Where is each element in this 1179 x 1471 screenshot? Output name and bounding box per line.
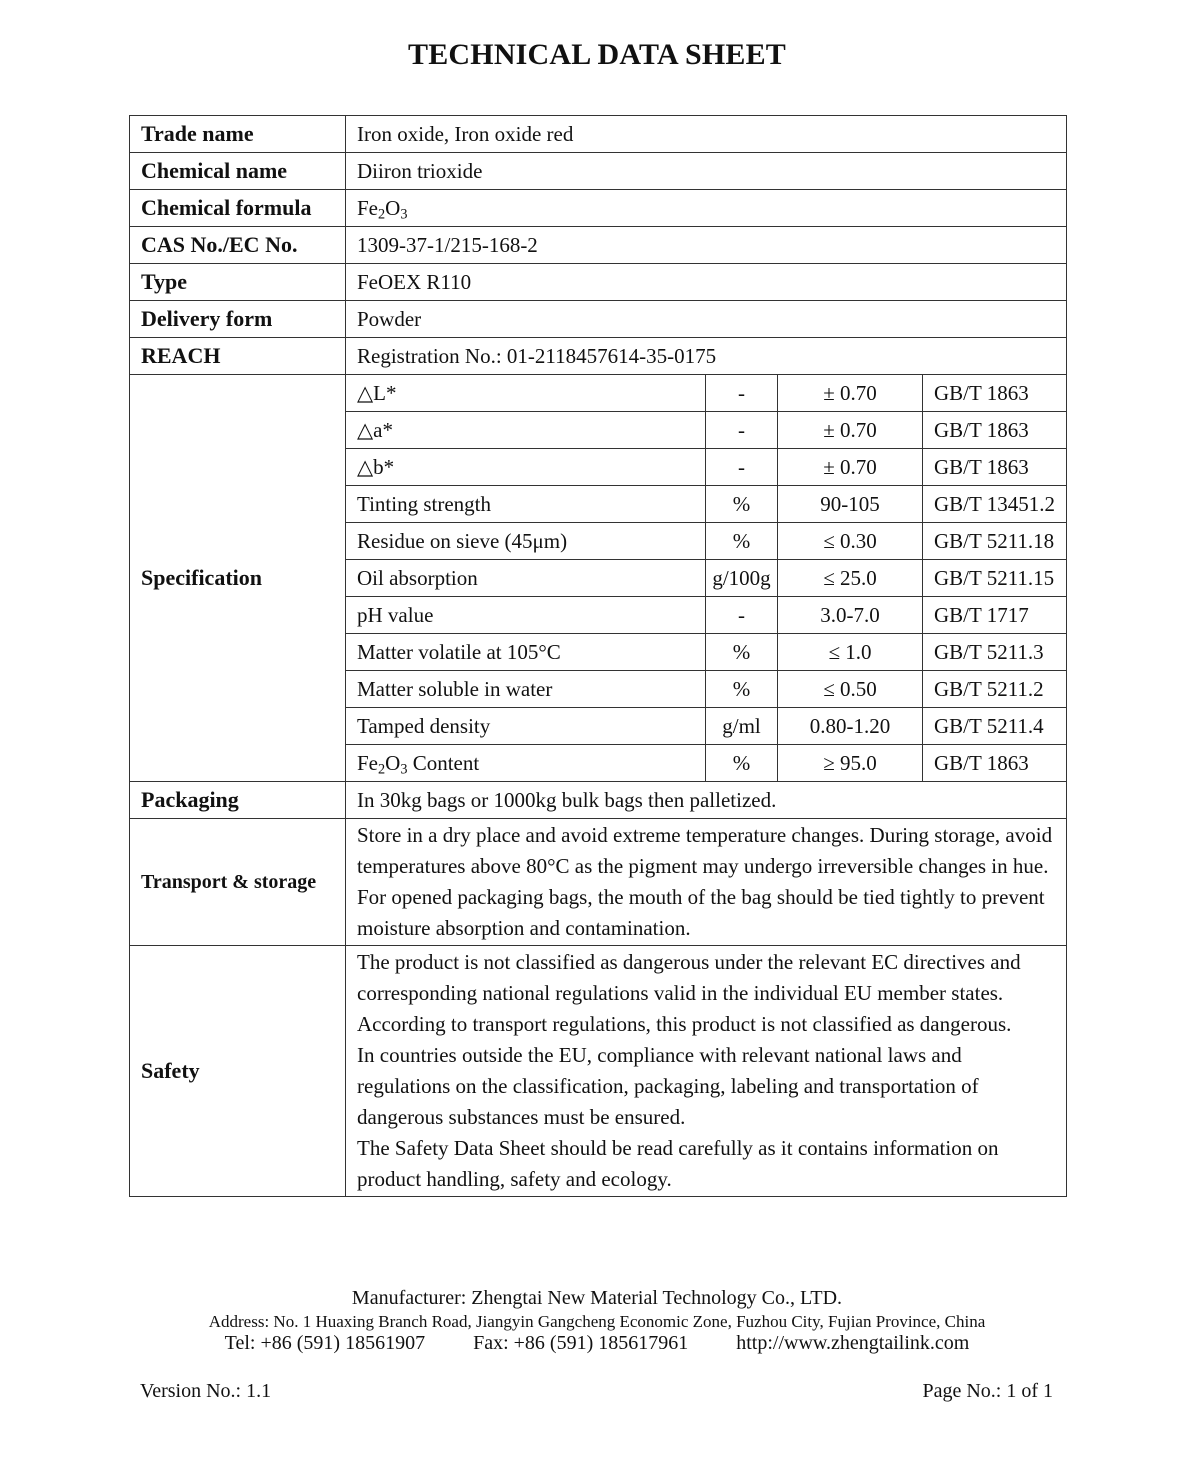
spec-method: GB/T 1717 — [923, 597, 1067, 634]
specification-label: Specification — [130, 375, 346, 782]
row-cas — [130, 227, 1067, 264]
safety-paragraph: The product is not classified as dangerous under the relevant EC directives and corresponding national regulations valid in the individual EU member states. According to transport regulations, this product is not classified as dangerous. — [357, 950, 1021, 1036]
safety-paragraph: The Safety Data Sheet should be read carefully as it contains information on product handling, safety and ecology. — [357, 1136, 999, 1191]
spec-value: 3.0-7.0 — [778, 597, 923, 634]
spec-name: Tinting strength — [346, 486, 706, 523]
spec-name: Matter volatile at 105°C — [346, 634, 706, 671]
spec-value: ≤ 0.50 — [778, 671, 923, 708]
spec-method: GB/T 5211.2 — [923, 671, 1067, 708]
row-chemical-formula — [130, 190, 1067, 227]
row-type — [130, 264, 1067, 301]
spec-value: ≥ 95.0 — [778, 745, 923, 782]
row-packaging — [130, 782, 1067, 819]
spec-method: GB/T 1863 — [923, 412, 1067, 449]
delivery-form-value: Powder — [346, 301, 1067, 338]
data-sheet-table — [129, 115, 1067, 1197]
formula-subscript: 3 — [400, 761, 408, 778]
spec-name: Residue on sieve (45μm) — [346, 523, 706, 560]
spec-name: Tamped density — [346, 708, 706, 745]
spec-unit: - — [706, 597, 778, 634]
contact-line — [0, 1332, 1179, 1355]
document-title: TECHNICAL DATA SHEET — [408, 38, 786, 71]
formula-part: O — [385, 750, 401, 775]
spec-unit: % — [706, 671, 778, 708]
spec-unit: % — [706, 634, 778, 671]
fax-text: Fax: +86 (591) 185617961 — [473, 1332, 689, 1354]
formula-part: Fe — [357, 750, 378, 775]
transport-label: Transport & storage — [130, 819, 346, 946]
row-transport — [130, 819, 1067, 946]
spec-value: ≤ 1.0 — [778, 634, 923, 671]
spec-method: GB/T 5211.4 — [923, 708, 1067, 745]
chemical-formula-label: Chemical formula — [130, 190, 346, 227]
formula-subscript: 3 — [400, 206, 408, 223]
spec-method: GB/T 13451.2 — [923, 486, 1067, 523]
tel-text: Tel: +86 (591) 18561907 — [224, 1332, 426, 1354]
delivery-form-label: Delivery form — [130, 301, 346, 338]
row-chemical-name — [130, 153, 1067, 190]
formula-subscript: 2 — [378, 761, 386, 778]
safety-value — [346, 946, 1067, 1197]
chemical-formula-value — [346, 190, 1067, 227]
reach-value: Registration No.: 01-2118457614-35-0175 — [346, 338, 1067, 375]
spec-method: GB/T 1863 — [923, 745, 1067, 782]
version-number: Version No.: 1.1 — [140, 1380, 272, 1402]
formula-part: Fe — [357, 195, 378, 220]
content-label: Content — [407, 750, 480, 775]
spec-value: ± 0.70 — [778, 449, 923, 486]
spec-name: △a* — [346, 412, 706, 449]
packaging-label: Packaging — [130, 782, 346, 819]
address-line: Address: No. 1 Huaxing Branch Road, Jiangyin Gangcheng Economic Zone, Fuzhou City, Fujian Province, China — [208, 1312, 986, 1331]
trade-name-value: Iron oxide, Iron oxide red — [346, 116, 1067, 153]
spec-name: △L* — [346, 375, 706, 412]
row-trade-name — [130, 116, 1067, 153]
spec-value: 0.80-1.20 — [778, 708, 923, 745]
spec-method: GB/T 1863 — [923, 449, 1067, 486]
spec-row — [130, 375, 1067, 412]
spec-method: GB/T 5211.15 — [923, 560, 1067, 597]
type-label: Type — [130, 264, 346, 301]
page-number: Page No.: 1 of 1 — [922, 1380, 1053, 1402]
manufacturer-line: Manufacturer: Zhengtai New Material Technology Co., LTD. — [351, 1287, 843, 1309]
safety-label: Safety — [130, 946, 346, 1197]
spec-method: GB/T 1863 — [923, 375, 1067, 412]
spec-name: Matter soluble in water — [346, 671, 706, 708]
spec-value: ± 0.70 — [778, 375, 923, 412]
spec-value: ≤ 25.0 — [778, 560, 923, 597]
spec-unit: % — [706, 523, 778, 560]
spec-unit: g/100g — [706, 560, 778, 597]
chemical-name-label: Chemical name — [130, 153, 346, 190]
row-delivery-form — [130, 301, 1067, 338]
spec-value: ± 0.70 — [778, 412, 923, 449]
packaging-value: In 30kg bags or 1000kg bulk bags then palletized. — [346, 782, 1067, 819]
spec-value: ≤ 0.30 — [778, 523, 923, 560]
spec-unit: - — [706, 412, 778, 449]
safety-paragraph: In countries outside the EU, compliance with relevant national laws and regulations on the classification, packaging, labeling and transportation of dangerous substances must be ensured. — [357, 1043, 979, 1129]
spec-name: pH value — [346, 597, 706, 634]
spec-unit: % — [706, 745, 778, 782]
trade-name-label: Trade name — [130, 116, 346, 153]
spec-unit: - — [706, 449, 778, 486]
spec-unit: - — [706, 375, 778, 412]
transport-value: Store in a dry place and avoid extreme temperature changes. During storage, avoid temperatures above 80°C as the pigment may undergo irreversible changes in hue. For opened packaging bags, the mouth of the bag should be tied tightly to prevent moisture absorption and contamination. — [346, 819, 1067, 946]
spec-method: GB/T 5211.3 — [923, 634, 1067, 671]
spec-name: △b* — [346, 449, 706, 486]
spec-value: 90-105 — [778, 486, 923, 523]
formula-part: O — [385, 195, 401, 220]
cas-label: CAS No./EC No. — [130, 227, 346, 264]
formula-subscript: 2 — [378, 206, 386, 223]
reach-label: REACH — [130, 338, 346, 375]
row-safety — [130, 946, 1067, 1197]
spec-name — [346, 745, 706, 782]
type-value: FeOEX R110 — [346, 264, 1067, 301]
spec-method: GB/T 5211.18 — [923, 523, 1067, 560]
spec-unit: % — [706, 486, 778, 523]
cas-value: 1309-37-1/215-168-2 — [346, 227, 1067, 264]
spec-name: Oil absorption — [346, 560, 706, 597]
website-link[interactable]: http://www.zhengtailink.com — [736, 1332, 970, 1354]
chemical-name-value: Diiron trioxide — [346, 153, 1067, 190]
row-reach — [130, 338, 1067, 375]
spec-unit: g/ml — [706, 708, 778, 745]
